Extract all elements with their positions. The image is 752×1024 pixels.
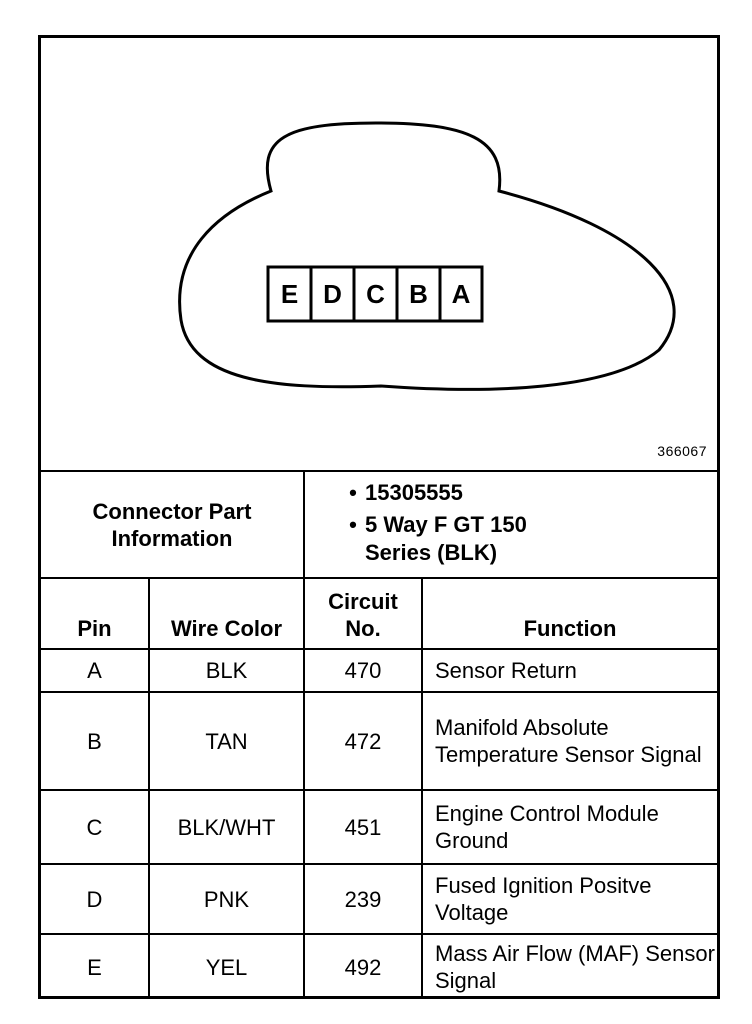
cell-pin: E <box>87 954 102 980</box>
part-info-list <box>341 479 711 571</box>
cavity-label-e: E <box>280 278 299 309</box>
cell-circuit: 470 <box>344 658 382 683</box>
cell-pin: B <box>87 728 102 754</box>
part-number: 15305555 <box>365 480 463 505</box>
cell-wire-color: BLK <box>205 658 248 683</box>
cell-pin: C <box>86 814 103 840</box>
cavity-label-c: C <box>366 278 385 309</box>
bullet-icon: • <box>349 512 357 537</box>
header-circuit-no: Circuit No. <box>328 589 398 641</box>
cell-wire-color: BLK/WHT <box>177 814 276 840</box>
cavity-label-a: A <box>451 278 471 309</box>
header-function: Function <box>523 616 617 641</box>
connector-end-view-sheet <box>38 35 720 999</box>
connector-diagram <box>41 38 717 470</box>
bullet-icon: • <box>349 480 357 505</box>
cell-circuit: 239 <box>344 886 382 912</box>
part-info-item <box>341 479 711 507</box>
cell-circuit: 451 <box>344 814 382 840</box>
connector-outline <box>180 123 675 389</box>
header-pin: Pin <box>77 616 112 641</box>
cell-wire-color: TAN <box>205 728 248 754</box>
figure-id: 366067 <box>657 443 707 459</box>
cell-function: Fused Ignition Positve Voltage <box>435 873 652 925</box>
part-info-label: Connector Part Information <box>92 498 252 551</box>
cell-circuit: 492 <box>344 954 382 980</box>
cell-function: Mass Air Flow (MAF) Sensor Signal <box>435 941 715 993</box>
cell-wire-color: PNK <box>203 886 250 912</box>
divider <box>303 470 305 579</box>
cavity-label-d: D <box>323 278 342 309</box>
cell-pin: A <box>87 658 102 683</box>
part-description: 5 Way F GT 150 Series (BLK) <box>365 512 527 565</box>
cell-pin: D <box>86 886 103 912</box>
cell-function: Sensor Return <box>435 658 577 683</box>
cell-wire-color: YEL <box>205 954 248 980</box>
part-info-item <box>341 511 711 567</box>
header-wire-color: Wire Color <box>170 616 283 641</box>
cell-function: Engine Control Module Ground <box>435 801 659 853</box>
cavity-label-b: B <box>409 278 428 309</box>
cell-circuit: 472 <box>344 728 382 754</box>
cell-function: Manifold Absolute Temperature Sensor Signal <box>435 715 702 767</box>
connector-face-drawing <box>41 38 717 470</box>
